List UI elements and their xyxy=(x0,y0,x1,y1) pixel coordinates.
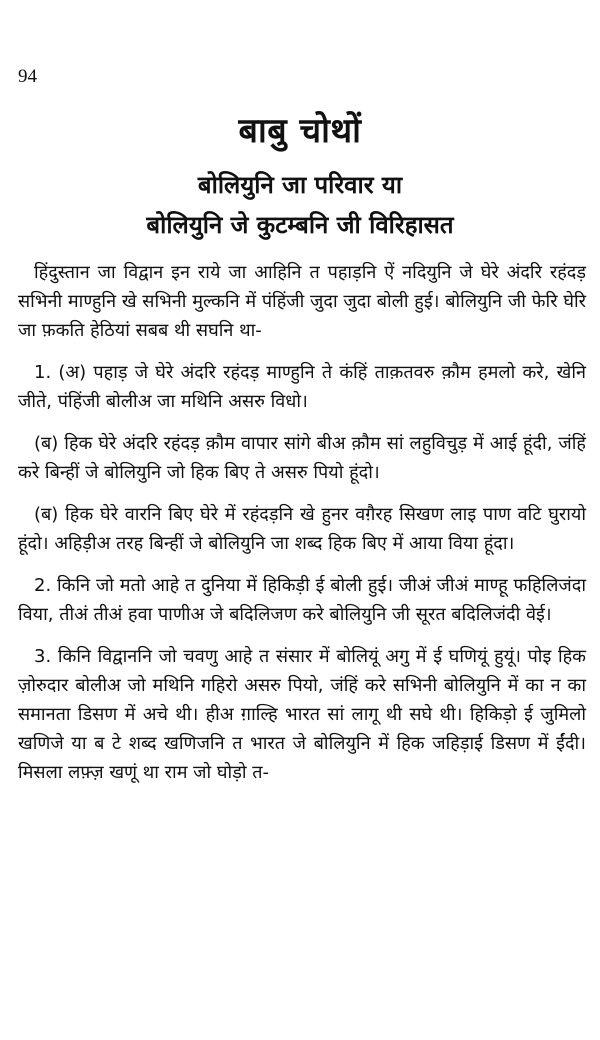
paragraph-point-3: 3. किनि विद्वाननि जो चवणु आहे त संसार में बोलियूं अगु में ई घणियूं हुयूं। पोइ हिक ज़ोरुदार बोलीअ जो मथिनि गहिरो असरु पियो, जंहिं करे सभिनी बोलियुनि में का न का समानता डिसण में अचे थी। हीअ ग़ाल्हि भारत सां लागू थी सघे थी। हिकिड़ो ई जुमिलो खणिजे या ब टे शब्द खणिजनि त भारत जे बोलियुनि में हिक जहिड़ाई डिसण में ईंदी। मिसला लफ़्ज़ खणूं था राम जो घोड़ो त- xyxy=(18,646,586,783)
body-text xyxy=(18,258,586,800)
paragraph-intro: हिंदुस्तान जा विद्वान इन राये जा आहिनि त पहाड़नि ऐं नदियुनि जे घेरे अंदरि रहंदड़ सभिनी माण्हुनि खे सभिनी मुल्कनि में पंहिंजी जुदा जुदा बोली हुई। बोलियुनि जी फेरि घेरि जा फ़कति हेठियां सबब थी सघनि था- xyxy=(18,262,586,341)
paragraph-point-2: 2. किनि जो मतो आहे त दुनिया में हिकिड़ी ई बोली हुई। जीअं जीअं माण्हू फहिलिजंदा विया, तीअं तीअं हवा पाणीअ जे बदिलिजण करे बोलियुनि जी सूरत बदिलिजंदी वेई। xyxy=(18,575,586,625)
subtitle-line-2: बोलियुनि जे कुटम्बनि जी विरिहासत xyxy=(146,211,454,239)
paragraph-point-1a: 1. (अ) पहाड़ जे घेरे अंदरि रहंदड़ माण्हुनि ते कंहिं ताक़तवरु क़ौम हमलो करे, खेनि जीते, पंहिंजी बोलीअ जा मथिनि असरु विधो। xyxy=(18,362,586,412)
page-number: 94 xyxy=(18,66,37,87)
chapter-title: बाबु चोथों xyxy=(238,111,362,151)
paragraph-point-1c: (ब) हिक घेरे वारनि बिए घेरे में रहंदड़नि खे हुनर वग़ैरह सिखण लाइ पाण वटि घुरायो हूंदो। अहिड़ीअ तरह बिन्हीं जे बोलियुनि जा शब्द हिक बिए में आया विया हूंदा। xyxy=(18,504,586,554)
subtitle-line-1: बोलियुनि जा परिवार या xyxy=(197,171,403,199)
paragraph-point-1b: (ब) हिक घेरे अंदरि रहंदड़ क़ौम वापार सांगे बीअ क़ौम सां लहुविचुड़ में आई हूंदी, जंहिं करे बिन्हीं जे बोलियुनि जो हिक बिए ते असरु पियो हूंदो। xyxy=(18,433,586,483)
